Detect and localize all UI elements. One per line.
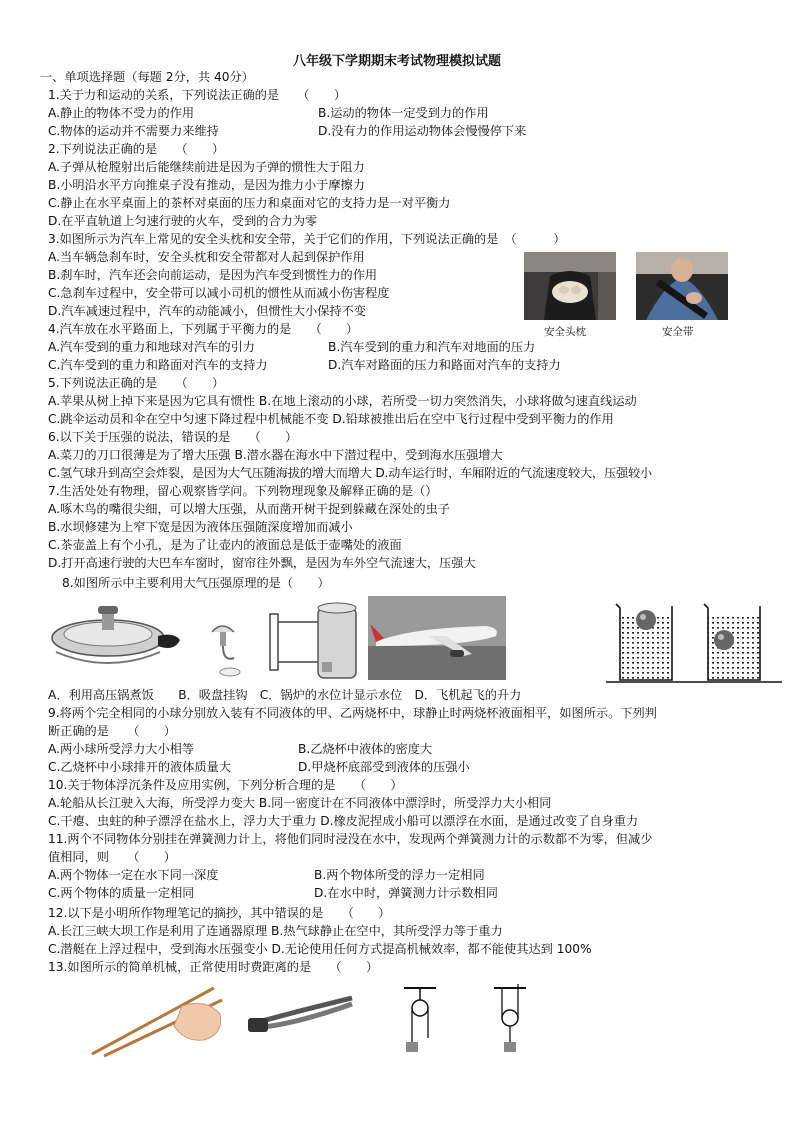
q2-stem: 2.下列说法正确的是 （ ） xyxy=(48,142,225,156)
q1-stem: 1.关于力和运动的关系，下列说法正确的是 （ ） xyxy=(48,88,347,102)
q5-options-ab: A.苹果从树上掉下来是因为它具有惯性 B.在地上滚动的小球，若所受一切力突然消失，小球将做匀速直线运动 xyxy=(48,394,637,408)
q3-option-b: B.刹车时，汽车还会向前运动，是因为汽车受到惯性力的作用 xyxy=(48,268,378,282)
q2-option-a: A.子弹从枪膛射出后能继续前进是因为子弹的惯性大于阻力 xyxy=(48,160,365,174)
q3-option-a: A.当车辆急刹车时，安全头枕和安全带都对人起到保护作用 xyxy=(48,250,365,264)
q4-option-b: B.汽车受到的重力和汽车对地面的压力 xyxy=(328,340,536,354)
q3-option-d: D.汽车减速过程中，汽车的动能减小，但惯性大小保持不变 xyxy=(48,304,366,318)
section-heading: 一、单项选择题（每题 2分，共 40分） xyxy=(40,70,254,84)
q1-option-d: D.没有力的作用运动物体会慢慢停下来 xyxy=(318,124,527,138)
q1-option-b: B.运动的物体一定受到力的作用 xyxy=(318,106,489,120)
q7-option-b: B.水坝修建为上窄下宽是因为液体压强随深度增加而减小 xyxy=(48,520,353,534)
airplane-figure xyxy=(368,596,506,680)
q7-option-a: A.啄木鸟的嘴很尖细，可以增大压强，从而凿开树干捉到躲藏在深处的虫子 xyxy=(48,502,450,516)
q4-option-d: D.汽车对路面的压力和路面对汽车的支持力 xyxy=(328,358,561,372)
q9-option-c: C.乙烧杯中小球排开的液体质量大 xyxy=(48,760,232,774)
q9-stem-line1: 9.将两个完全相同的小球分别放入装有不同液体的甲、乙两烧杯中，球静止时两烧杯液面相平，如图所示。下列判 xyxy=(48,706,657,720)
two-beakers-figure xyxy=(606,596,782,686)
q12-options-ab: A.长江三峡大坝工作是利用了连通器原理 B.热气球静止在空中，其所受浮力等于重力 xyxy=(48,924,503,938)
q13-stem: 13.如图所示的简单机械，正常使用时费距离的是 （ ） xyxy=(48,960,379,974)
caption-headrest: 安全头枕 xyxy=(544,326,586,338)
q2-option-d: D.在平直轨道上匀速行驶的火车，受到的合力为零 xyxy=(48,214,318,228)
q4-stem: 4.汽车放在水平路面上，下列属于平衡力的是 （ ） xyxy=(48,322,359,336)
suction-hook-figure xyxy=(206,612,248,680)
q8-stem: 8.如图所示中主要利用大气压强原理的是（ ） xyxy=(62,576,330,590)
q11-option-d: D.在水中时，弹簧测力计示数相同 xyxy=(314,886,498,900)
q11-stem-line2: 值相同，则 （ ） xyxy=(48,850,176,864)
fixed-pulley-figure xyxy=(400,984,440,1058)
q1-option-a: A.静止的物体不受力的作用 xyxy=(48,106,195,120)
q1-option-c: C.物体的运动并不需要力来维持 xyxy=(48,124,219,138)
q2-option-c: C.静止在水平桌面上的茶杯对桌面的压力和桌面对它的支持力是一对平衡力 xyxy=(48,196,451,210)
caption-seatbelt: 安全带 xyxy=(662,326,694,338)
q6-options-cd: C.氢气球升到高空会炸裂，是因为大气压随海拔的增大而增大 D.动车运行时，车厢附近的气流速度较大，压强较小 xyxy=(48,466,652,480)
q6-stem: 6.以下关于压强的说法，错误的是 （ ） xyxy=(48,430,298,444)
q3-option-c: C.急刹车过程中，安全带可以减小司机的惯性从而减小伤害程度 xyxy=(48,286,390,300)
q8-options: A．利用高压锅煮饭 B．吸盘挂钩 C．锅炉的水位计显示水位 D．飞机起飞的升力 xyxy=(48,688,522,702)
q12-stem: 12.以下是小明所作物理笔记的摘抄，其中错误的是 （ ） xyxy=(48,906,391,920)
q10-stem: 10.关于物体浮沉条件及应用实例，下列分析合理的是 （ ） xyxy=(48,778,403,792)
q5-options-cd: C.跳伞运动员和伞在空中匀速下降过程中机械能不变 D.铅球被推出后在空中飞行过程中受到平衡力的作用 xyxy=(48,412,614,426)
tongs-figure xyxy=(246,990,358,1038)
q7-stem: 7.生活处处有物理，留心观察皆学问。下列物理现象及解释正确的是（） xyxy=(48,484,438,498)
q12-options-cd: C.潜艇在上浮过程中，受到海水压强变小 D.无论使用任何方式提高机械效率，都不能使其达到 100% xyxy=(48,942,592,956)
seatbelt-photo xyxy=(636,252,728,320)
q7-option-d: D.打开高速行驶的大巴车车窗时，窗帘往外飘，是因为车外空气流速大，压强大 xyxy=(48,556,476,570)
q9-option-a: A.两小球所受浮力大小相等 xyxy=(48,742,195,756)
q2-option-b: B.小明沿水平方向推桌子没有推动，是因为推力小于摩擦力 xyxy=(48,178,365,192)
q11-option-a: A.两个物体一定在水下同一深度 xyxy=(48,868,219,882)
page-title: 八年级下学期期末考试物理模拟试题 xyxy=(292,54,501,69)
q4-option-a: A.汽车受到的重力和地球对汽车的引力 xyxy=(48,340,255,354)
q9-option-d: D.甲烧杯底部受到液体的压强小 xyxy=(298,760,470,774)
pressure-cooker-figure xyxy=(46,598,184,680)
q11-option-b: B.两个物体所受的浮力一定相同 xyxy=(314,868,485,882)
headrest-photo xyxy=(524,252,616,320)
q9-option-b: B.乙烧杯中液体的密度大 xyxy=(298,742,433,756)
q11-stem-line1: 11.两个不同物体分别挂在弹簧测力计上，将他们同时浸没在水中，发现两个弹簧测力计的示数都不为零，但减少 xyxy=(48,832,653,846)
q7-option-c: C.茶壶盖上有个小孔，是为了让壶内的液面总是低于壶嘴处的液面 xyxy=(48,538,402,552)
q6-options-ab: A.菜刀的刀口很薄是为了增大压强 B.潜水器在海水中下潜过程中，受到海水压强增大 xyxy=(48,448,503,462)
q10-options-ab: A.轮船从长江驶入大海，所受浮力变大 B.同一密度计在不同液体中漂浮时，所受浮力大小相同 xyxy=(48,796,552,810)
boiler-figure xyxy=(260,598,364,682)
movable-pulley-figure xyxy=(490,984,530,1058)
q10-options-cd: C.干瘪、虫蛀的种子漂浮在盐水上，浮力大于重力 D.橡皮泥捏成小船可以漂浮在水面，是通过改变了自身重力 xyxy=(48,814,639,828)
chopsticks-figure xyxy=(86,984,226,1058)
q9-stem-line2: 断正确的是 （ ） xyxy=(48,724,176,738)
q3-stem: 3.如图所示为汽车上常见的安全头枕和安全带，关于它们的作用，下列说法正确的是 （ ） xyxy=(48,232,566,246)
q11-option-c: C.两个物体的质量一定相同 xyxy=(48,886,195,900)
q5-stem: 5.下列说法正确的是 （ ） xyxy=(48,376,225,390)
q4-option-c: C.汽车受到的重力和路面对汽车的支持力 xyxy=(48,358,268,372)
